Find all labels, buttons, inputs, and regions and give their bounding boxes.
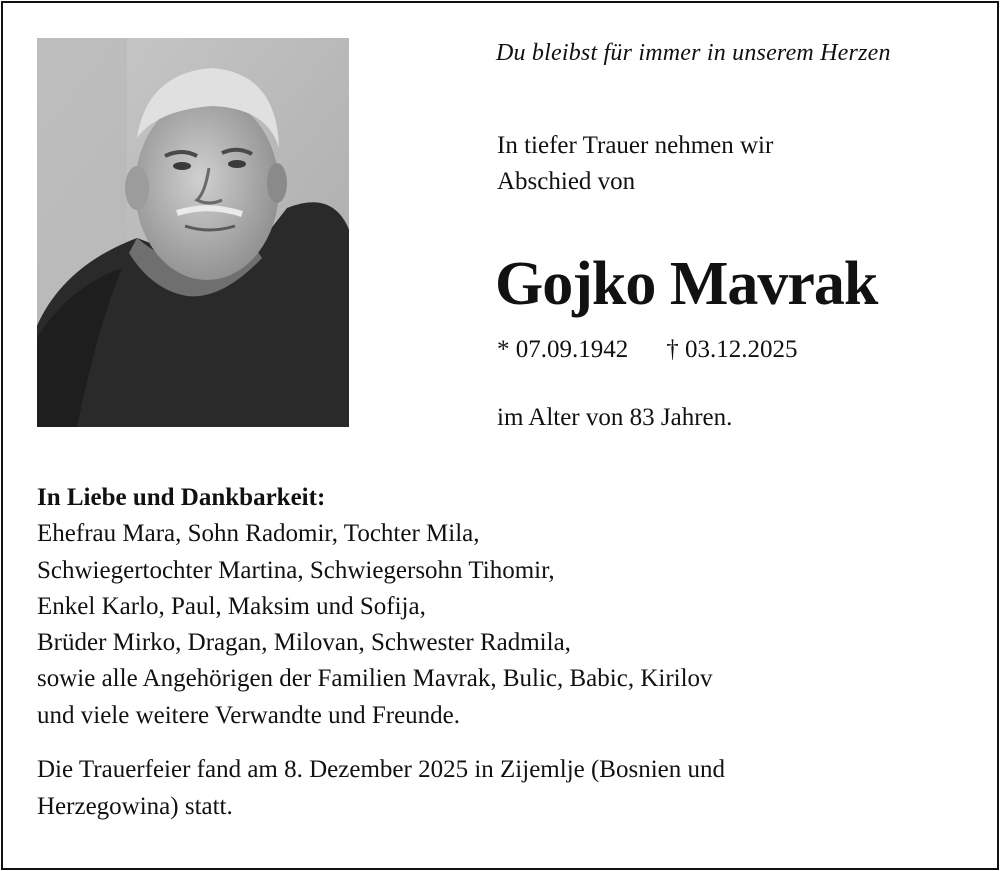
- mourners-line: sowie alle Angehörigen der Familien Mavrak, Bulic, Babic, Kirilov: [37, 665, 713, 693]
- funeral-line: Herzegowina) statt.: [37, 792, 233, 820]
- mourners-line: und viele weitere Verwandte und Freunde.: [37, 701, 461, 729]
- mourners-line: Enkel Karlo, Paul, Maksim und Sofija,: [37, 592, 426, 620]
- intro-line-2: Abschied von: [497, 168, 636, 195]
- deceased-name: Gojko Mavrak: [495, 250, 878, 318]
- life-dates: [497, 336, 798, 364]
- funeral-line: Die Trauerfeier fand am 8. Dezember 2025 in Zijemlje (Bosnien und: [37, 756, 726, 783]
- age-text: im Alter von 83 Jahren.: [497, 404, 733, 431]
- motto-text: Du bleibst für immer in unserem Herzen: [496, 40, 891, 66]
- intro-text: [497, 128, 773, 200]
- mourners-block: [37, 480, 713, 734]
- mourners-heading: In Liebe und Dankbarkeit:: [37, 484, 326, 511]
- portrait-photo: [37, 38, 349, 427]
- birth-date: * 07.09.1942: [497, 336, 629, 363]
- mourners-line: Schwiegertochter Martina, Schwiegersohn Tihomir,: [37, 556, 555, 584]
- mourners-line: Brüder Mirko, Dragan, Milovan, Schwester Radmila,: [37, 629, 571, 657]
- death-date: † 03.12.2025: [666, 336, 798, 363]
- intro-line-1: In tiefer Trauer nehmen wir: [497, 132, 774, 159]
- funeral-notice: [37, 752, 725, 825]
- mourners-line: Ehefrau Mara, Sohn Radomir, Tochter Mila,: [37, 520, 480, 548]
